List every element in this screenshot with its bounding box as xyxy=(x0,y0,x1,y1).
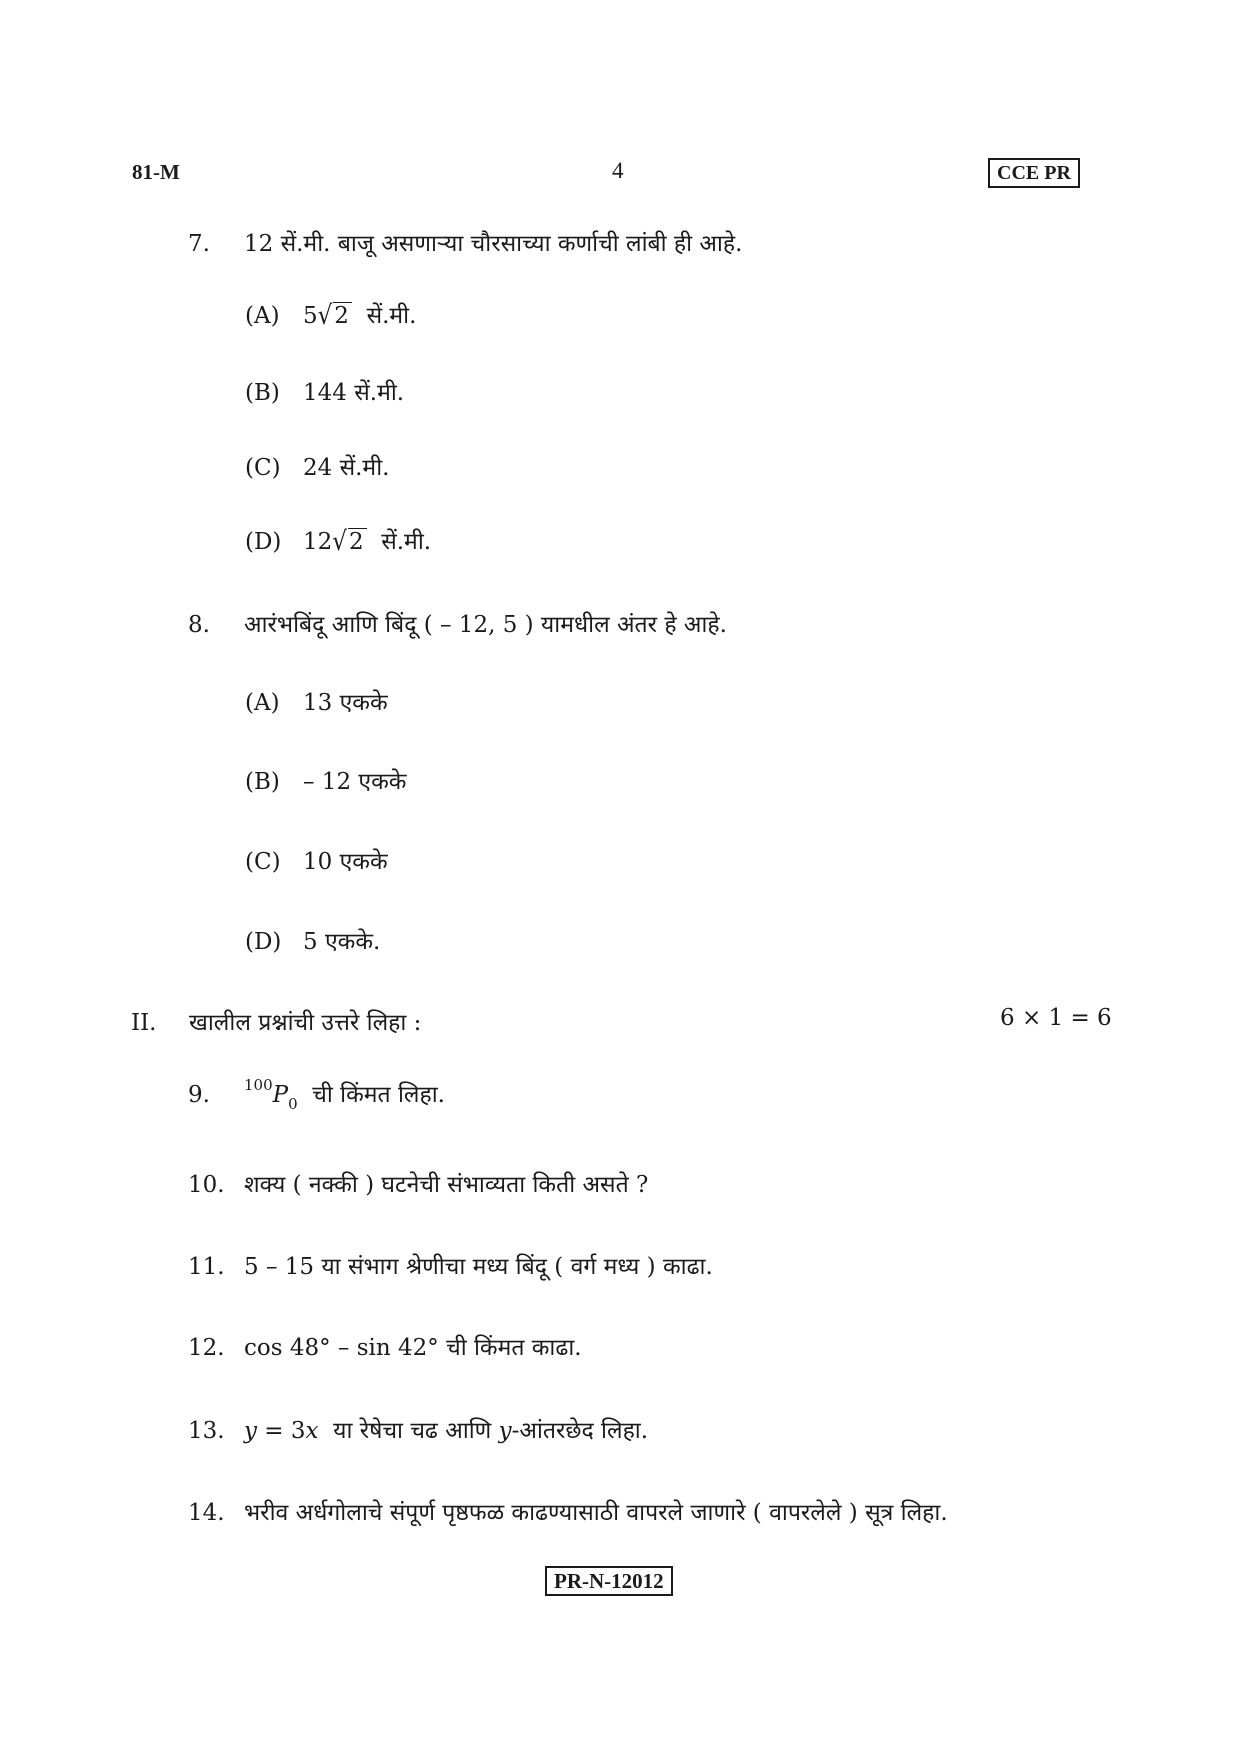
option-7a xyxy=(245,298,416,330)
paper-code: 81-M xyxy=(132,160,180,184)
option-text: 24 सें.मी. xyxy=(303,455,390,481)
option-label: (A) xyxy=(245,690,280,716)
series-box: CCE PR xyxy=(988,158,1080,188)
option-7b xyxy=(245,375,404,407)
question-number: 9. xyxy=(188,1082,210,1108)
equation-y: y xyxy=(244,1418,257,1444)
footer-code-box: PR-N-12012 xyxy=(545,1566,673,1596)
question-text: भरीव अर्धगोलाचे संपूर्ण पृष्ठफळ काढण्यासाठी वापरले जाणारे ( वापरलेले ) सूत्र लिहा. xyxy=(244,1500,948,1526)
option-label: (D) xyxy=(245,929,282,955)
question-8 xyxy=(188,607,727,639)
option-label: (A) xyxy=(245,303,280,329)
option-text: 13 एकके xyxy=(303,690,388,716)
page-number: 4 xyxy=(612,158,624,183)
option-8c xyxy=(245,844,388,876)
question-12 xyxy=(188,1330,582,1362)
question-number: 10. xyxy=(188,1172,225,1198)
option-label: (B) xyxy=(245,380,280,406)
option-7d xyxy=(245,524,431,556)
question-text-2: -आंतरछेद लिहा. xyxy=(511,1418,649,1444)
permutation-p: P xyxy=(272,1082,289,1108)
section-title: खालील प्रश्नांची उत्तरे लिहा : xyxy=(189,1010,422,1036)
question-14 xyxy=(188,1495,948,1527)
question-text: 5 – 15 या संभाग श्रेणीचा मध्य बिंदू ( वर्ग मध्य ) काढा. xyxy=(244,1254,713,1280)
option-label: (C) xyxy=(245,455,281,481)
question-number: 14. xyxy=(188,1500,225,1526)
question-number: 11. xyxy=(188,1254,225,1280)
option-radicand: 2 xyxy=(333,302,352,329)
option-radicand: 2 xyxy=(348,528,367,555)
option-7c xyxy=(245,450,389,482)
question-text: cos 48° – sin 42° ची किंमत काढा. xyxy=(244,1335,582,1361)
permutation-r: 0 xyxy=(288,1095,298,1113)
question-text: 12 सें.मी. बाजू असणाऱ्या चौरसाच्या कर्णाची लांबी ही आहे. xyxy=(244,231,743,257)
question-text-1: या रेषेचा चढ आणि xyxy=(333,1418,492,1444)
question-text: शक्य ( नक्की ) घटनेची संभाव्यता किती असते ? xyxy=(244,1172,649,1198)
equation-mid: = 3 xyxy=(257,1418,306,1444)
question-number: 7. xyxy=(188,231,210,257)
question-number: 12. xyxy=(188,1335,225,1361)
option-unit: सें.मी. xyxy=(366,303,417,329)
option-unit: सें.मी. xyxy=(381,529,432,555)
question-7 xyxy=(188,226,742,258)
question-11 xyxy=(188,1249,713,1281)
question-10 xyxy=(188,1167,648,1199)
option-text: – 12 एकके xyxy=(303,769,407,795)
option-label: (C) xyxy=(245,849,281,875)
option-coef: 12 xyxy=(303,529,333,555)
question-13 xyxy=(188,1413,648,1445)
question-text: ची किंमत लिहा. xyxy=(312,1082,445,1108)
question-number: 13. xyxy=(188,1418,225,1444)
section-2-heading xyxy=(131,1005,421,1037)
section-number: II. xyxy=(131,1010,157,1036)
option-8a xyxy=(245,685,388,717)
option-coef: 5 xyxy=(303,303,318,329)
radical-sign: √ xyxy=(332,527,347,557)
question-number: 8. xyxy=(188,612,210,638)
equation-x: x xyxy=(305,1418,319,1444)
permutation-n: 100 xyxy=(244,1076,273,1094)
radical-sign: √ xyxy=(317,301,333,331)
option-8d xyxy=(245,924,380,956)
option-label: (D) xyxy=(245,529,282,555)
option-label: (B) xyxy=(245,769,280,795)
question-9 xyxy=(188,1076,445,1113)
option-text: 5 एकके. xyxy=(303,929,381,955)
option-text: 10 एकके xyxy=(303,849,388,875)
option-8b xyxy=(245,764,406,796)
option-text: 144 सें.मी. xyxy=(303,380,405,406)
question-text: आरंभबिंदू आणि बिंदू ( – 12, 5 ) यामधील अंतर हे आहे. xyxy=(244,612,727,638)
section-marks: 6 × 1 = 6 xyxy=(1000,1005,1112,1031)
y-variable: y xyxy=(498,1418,512,1444)
